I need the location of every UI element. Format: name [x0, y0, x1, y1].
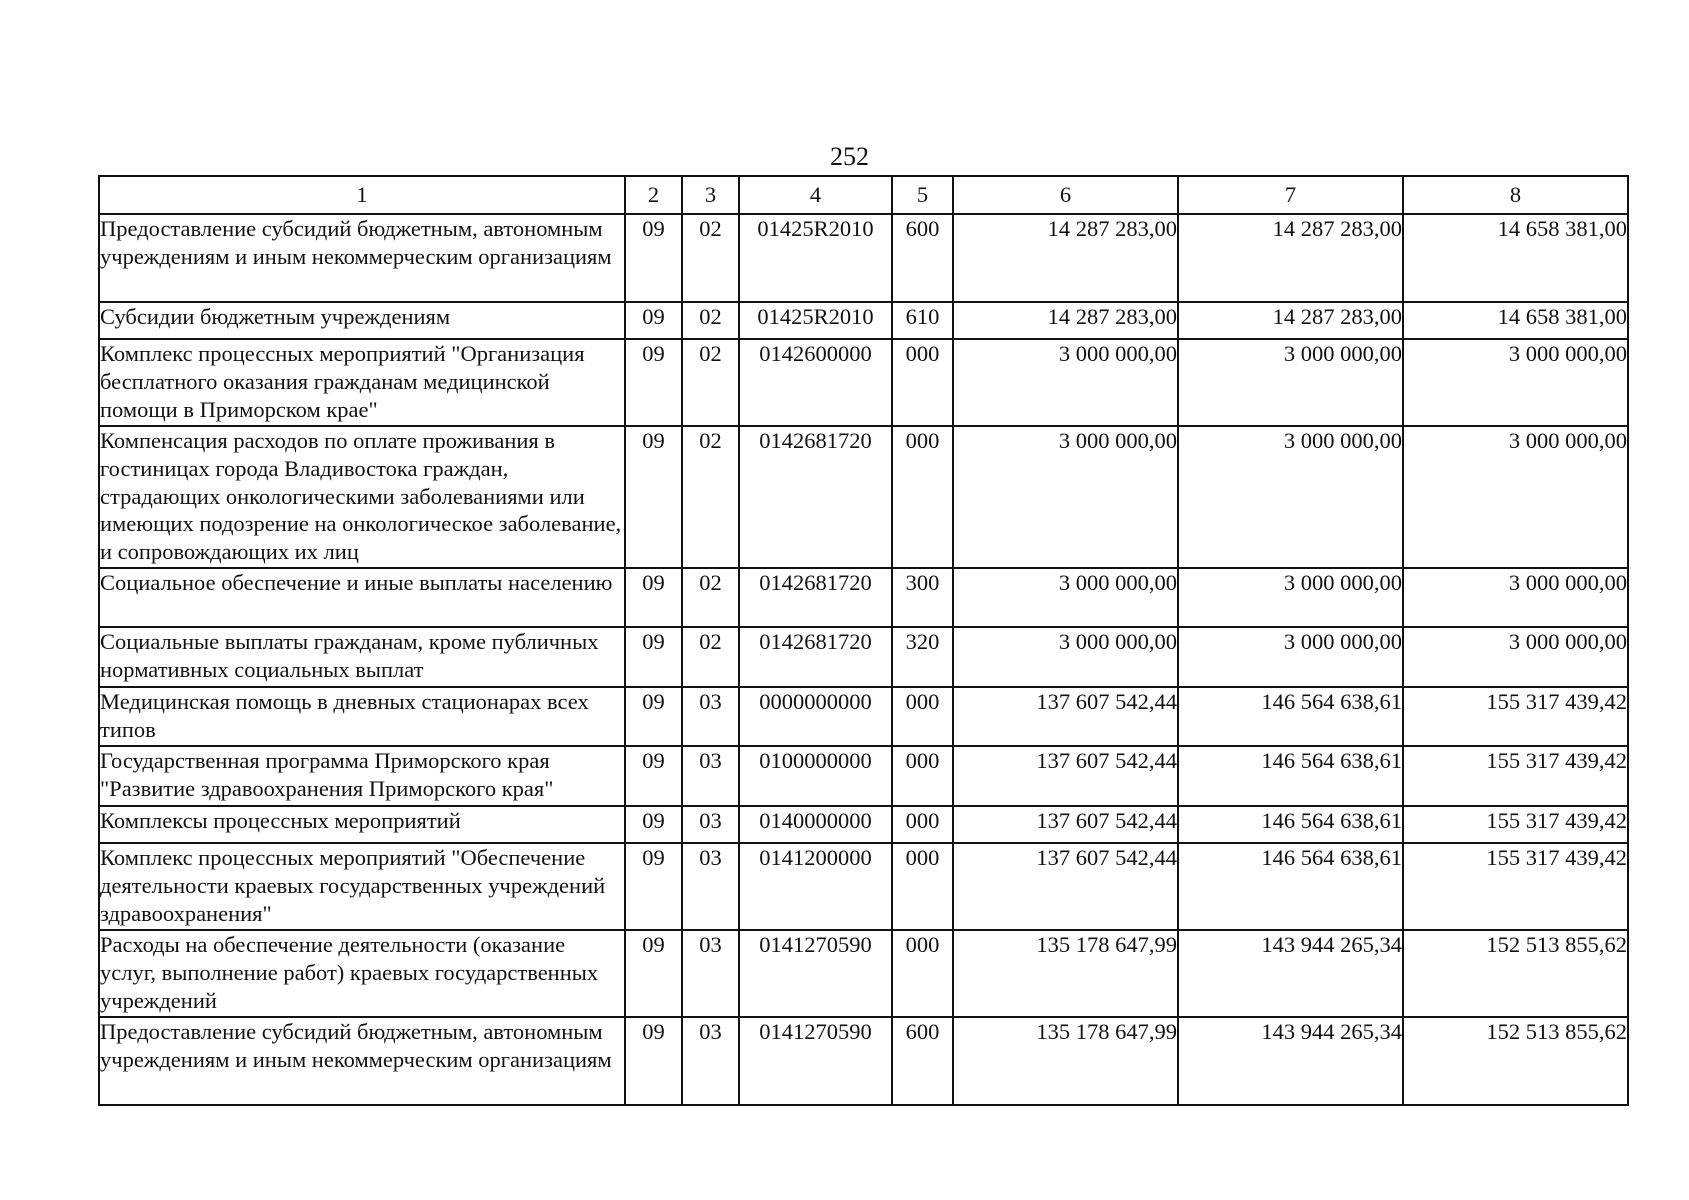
row-amount-7: 146 564 638,61 — [1178, 806, 1403, 843]
row-name: Предоставление субсидий бюджетным, автономным учреждениям и иным некоммерческим организациям — [99, 214, 625, 302]
row-code-4: 0141270590 — [739, 930, 892, 1017]
row-code-5: 600 — [892, 214, 953, 302]
row-name: Субсидии бюджетным учреждениям — [99, 302, 625, 339]
row-code-5: 610 — [892, 302, 953, 339]
row-name: Расходы на обеспечение деятельности (оказание услуг, выполнение работ) краевых государственных учреждений — [99, 930, 625, 1017]
row-code-5: 320 — [892, 627, 953, 687]
row-amount-7: 143 944 265,34 — [1178, 930, 1403, 1017]
row-amount-8: 14 658 381,00 — [1403, 302, 1628, 339]
row-amount-8: 3 000 000,00 — [1403, 426, 1628, 568]
row-code-4: 0142681720 — [739, 426, 892, 568]
row-amount-6: 3 000 000,00 — [953, 339, 1178, 426]
page-number: 252 — [830, 142, 869, 171]
row-code-2: 09 — [625, 568, 682, 627]
row-amount-8: 155 317 439,42 — [1403, 746, 1628, 806]
table-row — [99, 568, 1628, 627]
row-amount-8: 155 317 439,42 — [1403, 843, 1628, 930]
row-amount-8: 155 317 439,42 — [1403, 687, 1628, 746]
row-code-3: 02 — [682, 339, 739, 426]
row-amount-8: 3 000 000,00 — [1403, 568, 1628, 627]
column-header: 3 — [682, 176, 739, 214]
table-row — [99, 339, 1628, 426]
row-code-5: 300 — [892, 568, 953, 627]
column-header: 7 — [1178, 176, 1403, 214]
table-row — [99, 302, 1628, 339]
table-row — [99, 806, 1628, 843]
row-amount-6: 3 000 000,00 — [953, 568, 1178, 627]
row-code-3: 02 — [682, 302, 739, 339]
row-code-3: 03 — [682, 806, 739, 843]
row-amount-8: 14 658 381,00 — [1403, 214, 1628, 302]
row-code-5: 600 — [892, 1017, 953, 1105]
row-code-3: 03 — [682, 687, 739, 746]
row-code-5: 000 — [892, 687, 953, 746]
row-code-5: 000 — [892, 843, 953, 930]
row-name: Социальные выплаты гражданам, кроме публичных нормативных социальных выплат — [99, 627, 625, 687]
row-code-5: 000 — [892, 746, 953, 806]
row-amount-7: 3 000 000,00 — [1178, 627, 1403, 687]
row-name: Компенсация расходов по оплате проживания в гостиницах города Владивостока граждан, страдающих онкологическими заболеваниями или имеющих подозрение на онкологическое заболевание, и сопровождающих их лиц — [99, 426, 625, 568]
row-code-2: 09 — [625, 806, 682, 843]
row-code-4: 0142681720 — [739, 627, 892, 687]
row-amount-6: 137 607 542,44 — [953, 843, 1178, 930]
table-row — [99, 1017, 1628, 1105]
row-code-2: 09 — [625, 627, 682, 687]
table-row — [99, 687, 1628, 746]
row-code-3: 03 — [682, 930, 739, 1017]
row-amount-6: 135 178 647,99 — [953, 930, 1178, 1017]
row-code-2: 09 — [625, 1017, 682, 1105]
row-amount-6: 137 607 542,44 — [953, 687, 1178, 746]
row-amount-6: 135 178 647,99 — [953, 1017, 1178, 1105]
table-row — [99, 627, 1628, 687]
table-row — [99, 214, 1628, 302]
row-amount-6: 3 000 000,00 — [953, 627, 1178, 687]
row-code-3: 02 — [682, 568, 739, 627]
row-code-4: 0141270590 — [739, 1017, 892, 1105]
row-amount-7: 143 944 265,34 — [1178, 1017, 1403, 1105]
row-code-4: 0141200000 — [739, 843, 892, 930]
row-amount-7: 146 564 638,61 — [1178, 843, 1403, 930]
row-code-3: 02 — [682, 627, 739, 687]
row-code-5: 000 — [892, 339, 953, 426]
row-code-4: 0142681720 — [739, 568, 892, 627]
column-header: 4 — [739, 176, 892, 214]
row-code-3: 03 — [682, 746, 739, 806]
row-amount-8: 152 513 855,62 — [1403, 930, 1628, 1017]
column-header: 6 — [953, 176, 1178, 214]
row-code-4: 01425R2010 — [739, 214, 892, 302]
row-name: Социальное обеспечение и иные выплаты населению — [99, 568, 625, 627]
column-header: 8 — [1403, 176, 1628, 214]
row-code-3: 03 — [682, 1017, 739, 1105]
column-header: 2 — [625, 176, 682, 214]
row-name: Предоставление субсидий бюджетным, автономным учреждениям и иным некоммерческим организациям — [99, 1017, 625, 1105]
row-amount-7: 3 000 000,00 — [1178, 339, 1403, 426]
row-code-5: 000 — [892, 426, 953, 568]
row-code-4: 0000000000 — [739, 687, 892, 746]
row-amount-6: 14 287 283,00 — [953, 302, 1178, 339]
row-code-2: 09 — [625, 746, 682, 806]
row-amount-7: 146 564 638,61 — [1178, 746, 1403, 806]
table-row — [99, 843, 1628, 930]
row-code-3: 02 — [682, 214, 739, 302]
row-amount-8: 155 317 439,42 — [1403, 806, 1628, 843]
row-amount-8: 3 000 000,00 — [1403, 339, 1628, 426]
row-name: Государственная программа Приморского края "Развитие здравоохранения Приморского края" — [99, 746, 625, 806]
row-amount-6: 14 287 283,00 — [953, 214, 1178, 302]
table-header-row — [99, 176, 1628, 214]
row-name: Комплекс процессных мероприятий "Организация бесплатного оказания гражданам медицинской помощи в Приморском крае" — [99, 339, 625, 426]
column-header: 5 — [892, 176, 953, 214]
row-code-5: 000 — [892, 930, 953, 1017]
row-code-4: 0142600000 — [739, 339, 892, 426]
row-amount-7: 14 287 283,00 — [1178, 302, 1403, 339]
row-name: Медицинская помощь в дневных стационарах всех типов — [99, 687, 625, 746]
row-amount-6: 137 607 542,44 — [953, 806, 1178, 843]
row-code-3: 02 — [682, 426, 739, 568]
row-amount-7: 146 564 638,61 — [1178, 687, 1403, 746]
row-code-4: 01425R2010 — [739, 302, 892, 339]
row-name: Комплексы процессных мероприятий — [99, 806, 625, 843]
row-code-2: 09 — [625, 214, 682, 302]
column-header: 1 — [99, 176, 625, 214]
row-code-2: 09 — [625, 930, 682, 1017]
row-code-2: 09 — [625, 687, 682, 746]
row-code-2: 09 — [625, 843, 682, 930]
row-code-4: 0140000000 — [739, 806, 892, 843]
row-amount-8: 152 513 855,62 — [1403, 1017, 1628, 1105]
row-code-2: 09 — [625, 339, 682, 426]
row-code-2: 09 — [625, 426, 682, 568]
table-row — [99, 746, 1628, 806]
row-amount-7: 3 000 000,00 — [1178, 426, 1403, 568]
budget-table — [98, 175, 1629, 1106]
row-code-4: 0100000000 — [739, 746, 892, 806]
row-code-5: 000 — [892, 806, 953, 843]
row-name: Комплекс процессных мероприятий "Обеспечение деятельности краевых государственных учреждений здравоохранения" — [99, 843, 625, 930]
row-amount-6: 3 000 000,00 — [953, 426, 1178, 568]
row-amount-8: 3 000 000,00 — [1403, 627, 1628, 687]
row-amount-7: 14 287 283,00 — [1178, 214, 1403, 302]
row-code-3: 03 — [682, 843, 739, 930]
row-code-2: 09 — [625, 302, 682, 339]
table-row — [99, 426, 1628, 568]
row-amount-6: 137 607 542,44 — [953, 746, 1178, 806]
table-row — [99, 930, 1628, 1017]
row-amount-7: 3 000 000,00 — [1178, 568, 1403, 627]
